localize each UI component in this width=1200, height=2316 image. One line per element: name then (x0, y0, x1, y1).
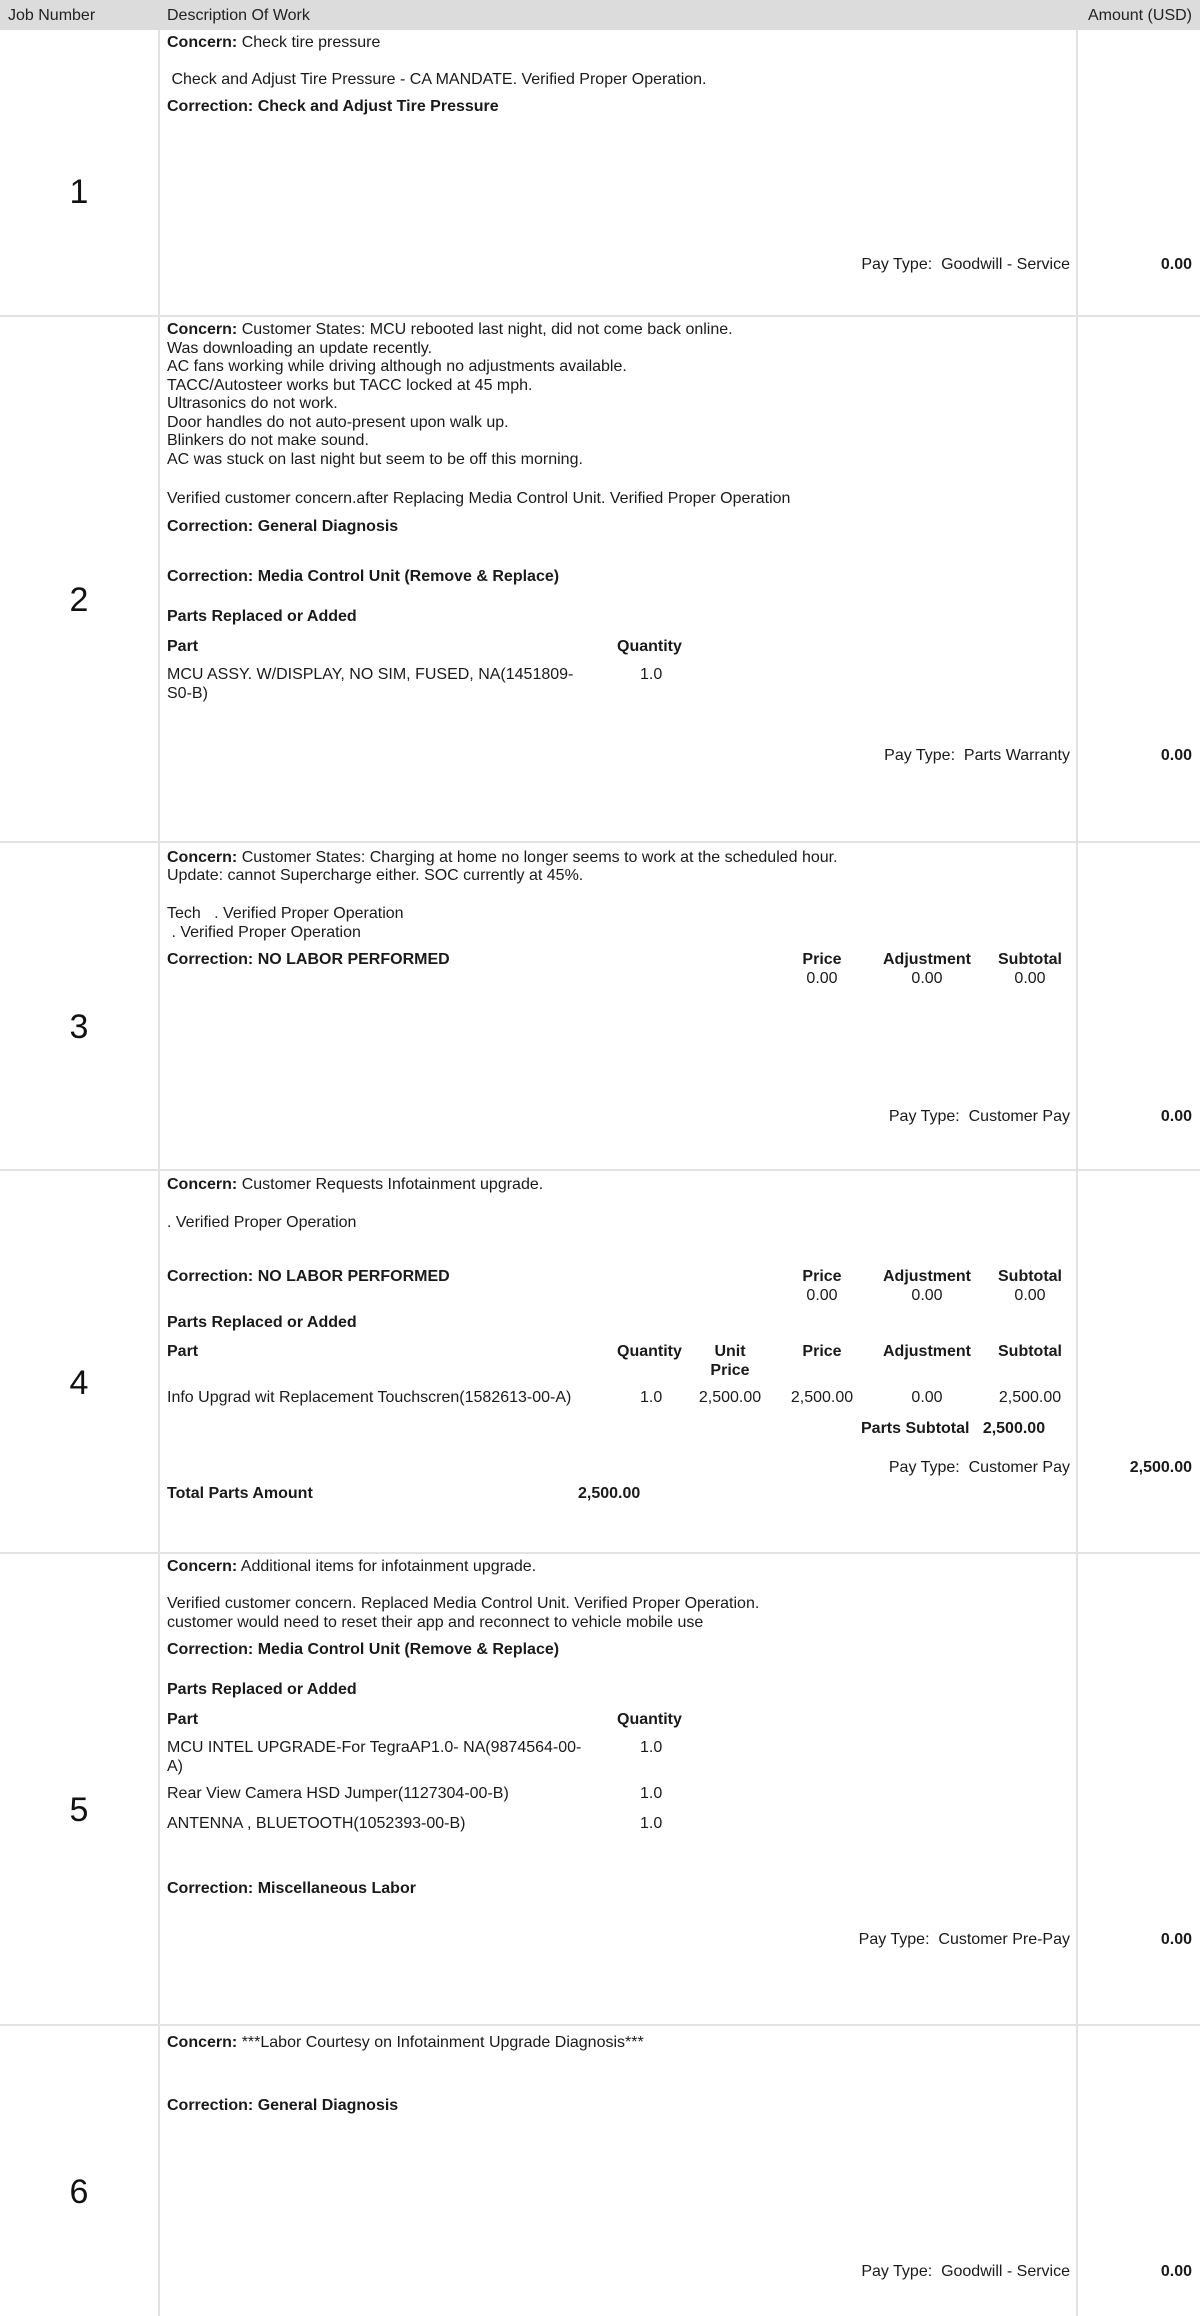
pay-type: Pay Type: Customer Pay (888, 1459, 1070, 1476)
part-name: MCU INTEL UPGRADE-For TegraAP1.0- NA(9874564-00- (167, 1739, 582, 1756)
concern: Concern: Additional items for infotainment upgrade. (167, 1558, 537, 1575)
part-adjustment: 0.00 (911, 1389, 943, 1406)
parts-col-unit-price: Unit (714, 1343, 746, 1360)
job-number: 4 (69, 1364, 89, 1402)
part-quantity: 1.0 (640, 1739, 663, 1756)
tech-note: Verified customer concern. Replaced Media Control Unit. Verified Proper Operation. (167, 1595, 760, 1612)
correction: Correction: General Diagnosis (167, 518, 399, 535)
concern: Concern: Customer Requests Infotainment upgrade. (167, 1176, 544, 1193)
tech-note: . Verified Proper Operation (167, 924, 361, 941)
job-amount: 2,500.00 (1129, 1459, 1192, 1476)
concern: Concern: Check tire pressure (167, 34, 381, 51)
part-quantity: 1.0 (640, 1785, 663, 1802)
tech-note: Check and Adjust Tire Pressure - CA MANDATE. Verified Proper Operation. (167, 71, 707, 88)
concern-line: Update: cannot Supercharge either. SOC currently at 45%. (167, 867, 584, 884)
column-divider (158, 1171, 160, 1552)
parts-col-subtotal: Subtotal (998, 1343, 1062, 1360)
parts-col-part: Part (167, 638, 199, 655)
labor-col-subtotal: Subtotal (998, 951, 1062, 968)
part-name: S0-B) (167, 685, 208, 702)
column-divider (158, 1554, 160, 2024)
labor-price: 0.00 (806, 970, 838, 987)
labor-col-adjustment: Adjustment (883, 1268, 971, 1285)
parts-col-quantity: Quantity (617, 638, 682, 655)
parts-col-adjustment: Adjustment (883, 1343, 971, 1360)
concern: Concern: Customer States: Charging at home no longer seems to work at the scheduled hour. (167, 849, 838, 866)
job-number: 1 (69, 173, 89, 211)
part-name: Info Upgrad wit Replacement Touchscren(1582613-00-A) (167, 1389, 572, 1406)
concern: Concern: Customer States: MCU rebooted last night, did not come back online. (167, 321, 733, 338)
concern-line: Was downloading an update recently. (167, 340, 433, 357)
labor-col-adjustment: Adjustment (883, 951, 971, 968)
part-name: ANTENNA , BLUETOOTH(1052393-00-B) (167, 1815, 466, 1832)
labor-adjustment: 0.00 (911, 1287, 943, 1304)
part-name: Rear View Camera HSD Jumper(1127304-00-B) (167, 1785, 509, 1802)
pay-type: Pay Type: Customer Pre-Pay (858, 1931, 1070, 1948)
part-name: A) (167, 1758, 183, 1775)
job-row-2 (0, 317, 1200, 843)
tech-note: Tech . Verified Proper Operation (167, 905, 404, 922)
column-divider (1076, 317, 1078, 841)
total-parts-amount: 2,500.00 (578, 1485, 641, 1502)
tech-note: customer would need to reset their app and reconnect to vehicle mobile use (167, 1614, 704, 1631)
job-number: 5 (69, 1791, 89, 1829)
parts-subtotal: Parts Subtotal 2,500.00 (861, 1420, 1046, 1437)
job-amount: 0.00 (1160, 747, 1192, 764)
column-divider (158, 843, 160, 1169)
part-price: 2,500.00 (790, 1389, 854, 1406)
tech-note: Verified customer concern.after Replacing Media Control Unit. Verified Proper Operation (167, 490, 791, 507)
correction: Correction: Media Control Unit (Remove & Replace) (167, 1641, 560, 1658)
job-row-1 (0, 30, 1200, 317)
correction: Correction: Miscellaneous Labor (167, 1880, 416, 1897)
concern-line: AC fans working while driving although no adjustments available. (167, 358, 627, 375)
tech-note: . Verified Proper Operation (167, 1214, 357, 1231)
parts-col-quantity: Quantity (617, 1343, 682, 1360)
correction: Correction: General Diagnosis (167, 2097, 399, 2114)
parts-col-quantity: Quantity (617, 1711, 682, 1728)
header-amount: Amount (USD) (1087, 7, 1192, 24)
parts-heading: Parts Replaced or Added (167, 1681, 357, 1698)
concern-line: TACC/Autosteer works but TACC locked at 45 mph. (167, 377, 533, 394)
pay-type: Pay Type: Goodwill - Service (861, 2263, 1070, 2280)
column-divider (1076, 843, 1078, 1169)
part-name: MCU ASSY. W/DISPLAY, NO SIM, FUSED, NA(1451809- (167, 666, 574, 683)
correction: Correction: Check and Adjust Tire Pressure (167, 98, 499, 115)
column-divider (158, 2026, 160, 2316)
column-divider (1076, 30, 1078, 315)
parts-heading: Parts Replaced or Added (167, 1314, 357, 1331)
pay-type: Pay Type: Goodwill - Service (861, 256, 1070, 273)
parts-col-part: Part (167, 1343, 199, 1360)
labor-col-price: Price (802, 1268, 842, 1285)
column-divider (158, 317, 160, 841)
part-quantity: 1.0 (640, 1389, 663, 1406)
concern-line: AC was stuck on last night but seem to be off this morning. (167, 451, 583, 468)
labor-price: 0.00 (806, 1287, 838, 1304)
job-number: 3 (69, 1008, 89, 1046)
column-divider (1076, 1554, 1078, 2024)
job-amount: 0.00 (1160, 1931, 1192, 1948)
pay-type: Pay Type: Customer Pay (888, 1108, 1070, 1125)
concern-line: Blinkers do not make sound. (167, 432, 369, 449)
labor-col-price: Price (802, 951, 842, 968)
job-row-6 (0, 2026, 1200, 2316)
job-amount: 0.00 (1160, 2263, 1192, 2280)
part-subtotal: 2,500.00 (998, 1389, 1062, 1406)
pay-type: Pay Type: Parts Warranty (884, 747, 1070, 764)
concern: Concern: ***Labor Courtesy on Infotainment Upgrade Diagnosis*** (167, 2034, 644, 2051)
labor-col-subtotal: Subtotal (998, 1268, 1062, 1285)
job-number: 6 (69, 2173, 89, 2211)
job-number: 2 (69, 581, 89, 619)
part-unit-price: 2,500.00 (698, 1389, 762, 1406)
job-row-4 (0, 1171, 1200, 1554)
column-divider (158, 30, 160, 315)
column-divider (1076, 1171, 1078, 1552)
job-row-3 (0, 843, 1200, 1171)
labor-subtotal: 0.00 (1014, 970, 1046, 987)
correction: Correction: NO LABOR PERFORMED (167, 1268, 450, 1285)
job-row-5 (0, 1554, 1200, 2026)
correction: Correction: Media Control Unit (Remove & Replace) (167, 568, 560, 585)
column-divider (1076, 2026, 1078, 2316)
parts-col-part: Part (167, 1711, 199, 1728)
part-quantity: 1.0 (640, 1815, 663, 1832)
labor-adjustment: 0.00 (911, 970, 943, 987)
job-amount: 0.00 (1160, 256, 1192, 273)
job-amount: 0.00 (1160, 1108, 1192, 1125)
header-description: Description Of Work (167, 7, 310, 24)
concern-line: Door handles do not auto-present upon walk up. (167, 414, 509, 431)
part-quantity: 1.0 (640, 666, 663, 683)
table-header (0, 0, 1200, 30)
header-job-number: Job Number (8, 7, 96, 24)
parts-col-unit-price-2: Price (710, 1362, 750, 1379)
correction: Correction: NO LABOR PERFORMED (167, 951, 450, 968)
total-parts-label: Total Parts Amount (167, 1485, 313, 1502)
labor-subtotal: 0.00 (1014, 1287, 1046, 1304)
parts-heading: Parts Replaced or Added (167, 608, 357, 625)
concern-line: Ultrasonics do not work. (167, 395, 338, 412)
parts-col-price: Price (802, 1343, 842, 1360)
